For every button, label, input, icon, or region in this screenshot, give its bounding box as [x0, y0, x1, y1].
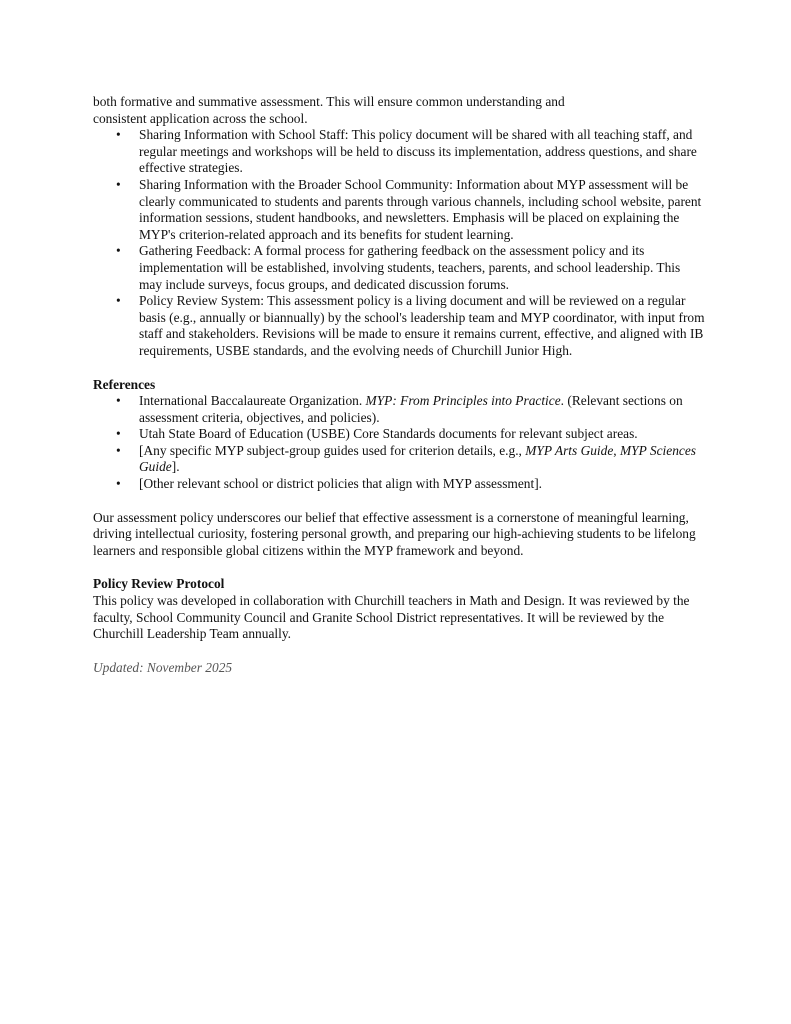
review-protocol-text: This policy was developed in collaboration with Churchill teachers in Math and Design. It was reviewed by the faculty, School Community Council and Granite School District representatives. It will be reviewed by the Churchill Leadership Team annually. — [93, 593, 690, 642]
continuation-line-2: consistent application across the school. — [93, 110, 308, 126]
review-protocol-heading: Policy Review Protocol — [93, 576, 225, 592]
list-item-sharing-community — [93, 177, 705, 243]
reference-text-middle: , — [613, 442, 620, 458]
list-item-text: Policy Review System: This assessment policy is a living document and will be reviewed on a regular basis (e.g., annually or biannually) by the school's leadership team and MYP coordinator, with input from staff and stakeholders. Revisions will be made to ensure it remains current, effective, and aligned with IB requirements, USBE standards, and the evolving needs of Churchill Junior High. — [139, 293, 705, 358]
bullet-icon: • — [116, 293, 121, 309]
reference-item-ibo — [93, 393, 705, 426]
bullet-icon: • — [116, 426, 121, 442]
updated-date: Updated: November 2025 — [93, 659, 233, 675]
policy-communication-list — [93, 127, 705, 359]
reference-title-arts: MYP Arts Guide — [525, 442, 614, 458]
spacer — [93, 493, 705, 510]
references-list — [93, 393, 705, 493]
list-item-text: Sharing Information with the Broader School Community: Information about MYP assessment will be clearly communicated to students and parents through various channels, including school website, parent information sessions, student handbooks, and newsletters. Emphasis will be placed on explaining the MYP's criterion-related approach and its benefits for student learning. — [139, 176, 702, 242]
list-item-policy-review-system — [93, 293, 705, 359]
bullet-icon: • — [116, 127, 121, 143]
continuation-line-1: both formative and summative assessment. This will ensure common understanding and — [93, 94, 565, 109]
reference-title-sciences: MYP Sciences Guide — [139, 442, 696, 475]
reference-text: [Other relevant school or district policies that align with MYP assessment]. — [139, 476, 543, 492]
spacer — [93, 559, 705, 576]
closing-paragraph: Our assessment policy underscores our belief that effective assessment is a cornerstone of meaningful learning, driving intellectual curiosity, fostering personal growth, and preparing our high-achieving students to be lifelong learners and responsible global citizens within the MYP framework and beyond. — [93, 509, 696, 558]
references-heading: References — [93, 376, 156, 392]
list-item-text: Gathering Feedback: A formal process for gathering feedback on the assessment policy and its implementation will be established, involving students, teachers, parents, and school leadership. This may include surveys, focus groups, and dedicated discussion forums. — [139, 243, 681, 292]
list-item-gathering-feedback — [93, 243, 705, 293]
bullet-icon: • — [116, 176, 121, 192]
page-content — [93, 94, 705, 676]
list-item-text: Sharing Information with School Staff: This policy document will be shared with all teaching staff, and regular meetings and workshops will be held to discuss its implementation, address questions, and share effective strategies. — [139, 127, 697, 176]
list-item-sharing-staff — [93, 127, 705, 177]
reference-item-usbe — [93, 426, 705, 443]
bullet-icon: • — [116, 442, 121, 458]
reference-item-subject-guides — [93, 443, 705, 476]
reference-text-before: International Baccalaureate Organization. — [139, 393, 366, 409]
reference-item-other-policies — [93, 476, 705, 493]
bullet-icon: • — [116, 476, 121, 492]
reference-text-after: . (Relevant sections on assessment criteria, objectives, and policies). — [139, 393, 683, 425]
reference-title: MYP: From Principles into Practice — [365, 393, 561, 409]
bullet-icon: • — [116, 393, 121, 409]
spacer — [93, 360, 705, 377]
reference-text: Utah State Board of Education (USBE) Core Standards documents for relevant subject areas. — [139, 426, 638, 442]
bullet-icon: • — [116, 243, 121, 259]
spacer — [93, 643, 705, 660]
reference-text-before: [Any specific MYP subject-group guides used for criterion details, e.g., — [139, 442, 526, 458]
continuation-text — [93, 94, 705, 127]
reference-text-after: ]. — [171, 459, 180, 475]
